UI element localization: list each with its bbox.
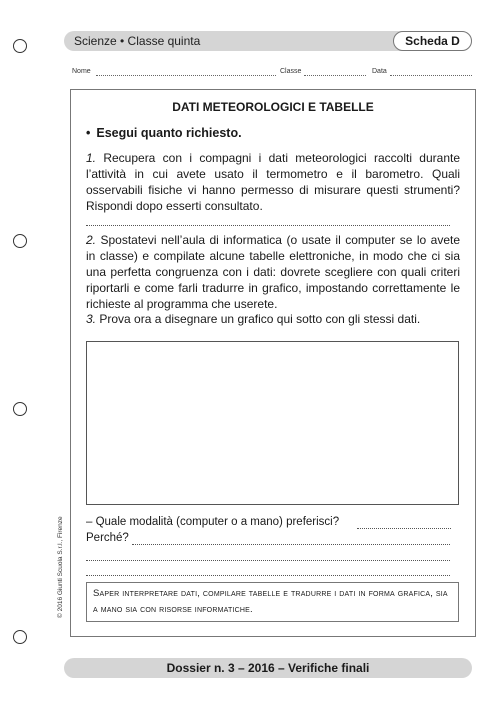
data-label: Data — [372, 68, 387, 75]
question-perche-text: Perché? — [86, 532, 129, 544]
instruction — [86, 126, 242, 140]
task-3-text: Prova ora a disegnare un grafico qui sotto con gli stessi dati. — [96, 312, 421, 326]
classe-label: Classe — [280, 68, 302, 75]
question-perche — [86, 532, 129, 544]
task-2-text: Spostatevi nell’aula di informatica (o usate il computer se lo avete in classe) e compilate alcune tabelle elettroniche, in modo che ci sia una perfetta congruenza con i dati: dovrete scegliere con quali criteri riportarli e come farli tradurre in grafico, impostando correttamente le richieste al programma che userete. — [86, 233, 460, 311]
task-1 — [86, 150, 460, 214]
bullet-icon: • — [86, 126, 91, 140]
punch-hole-upper — [13, 234, 27, 248]
learning-goal-text: Saper interpretare dati, compilare tabelle e tradurre i dati in forma grafica, sia a mano sia con risorse informatiche. — [93, 588, 448, 615]
perche-answer-line-1[interactable] — [132, 544, 450, 545]
task-2-number: 2. — [86, 233, 97, 247]
learning-goal-box — [86, 582, 459, 622]
nome-label: Nome — [72, 68, 91, 75]
punch-hole-lower — [13, 402, 27, 416]
punch-hole-bottom — [13, 630, 27, 644]
question-modality-text: – Quale modalità (computer o a mano) preferisci? — [86, 516, 340, 528]
answer-line-1[interactable] — [86, 225, 450, 226]
perche-answer-line-2[interactable] — [86, 560, 450, 561]
footer-bar: Dossier n. 3 – 2016 – Verifiche finali — [64, 658, 472, 678]
task-3 — [86, 311, 460, 327]
drawing-area[interactable] — [86, 341, 459, 505]
instruction-text: Esegui quanto richiesto. — [96, 126, 242, 140]
scheda-label: Scheda D — [393, 31, 472, 51]
punch-hole-top — [13, 39, 27, 53]
data-field[interactable] — [390, 75, 472, 76]
nome-field[interactable] — [96, 75, 276, 76]
question-modality — [86, 516, 339, 528]
perche-answer-line-3[interactable] — [86, 575, 450, 576]
header-title: Scienze • Classe quinta — [74, 34, 201, 48]
task-2 — [86, 232, 460, 312]
classe-field[interactable] — [304, 75, 366, 76]
section-title: DATI METEOROLOGICI E TABELLE — [172, 100, 374, 114]
task-1-number: 1. — [86, 151, 97, 165]
task-1-text: Recupera con i compagni i dati meteorologici raccolti durante l’attività in cui avete usato il termometro e il barometro. Quali osservabili fisiche vi hanno permesso di misurare questi strumenti? Rispondi dopo esserti consultato. — [86, 151, 460, 213]
task-3-number: 3. — [86, 312, 97, 326]
copyright-notice: © 2016 Giunti Scuola S.r.l., Firenze — [57, 516, 64, 618]
modality-answer-line[interactable] — [357, 528, 451, 529]
